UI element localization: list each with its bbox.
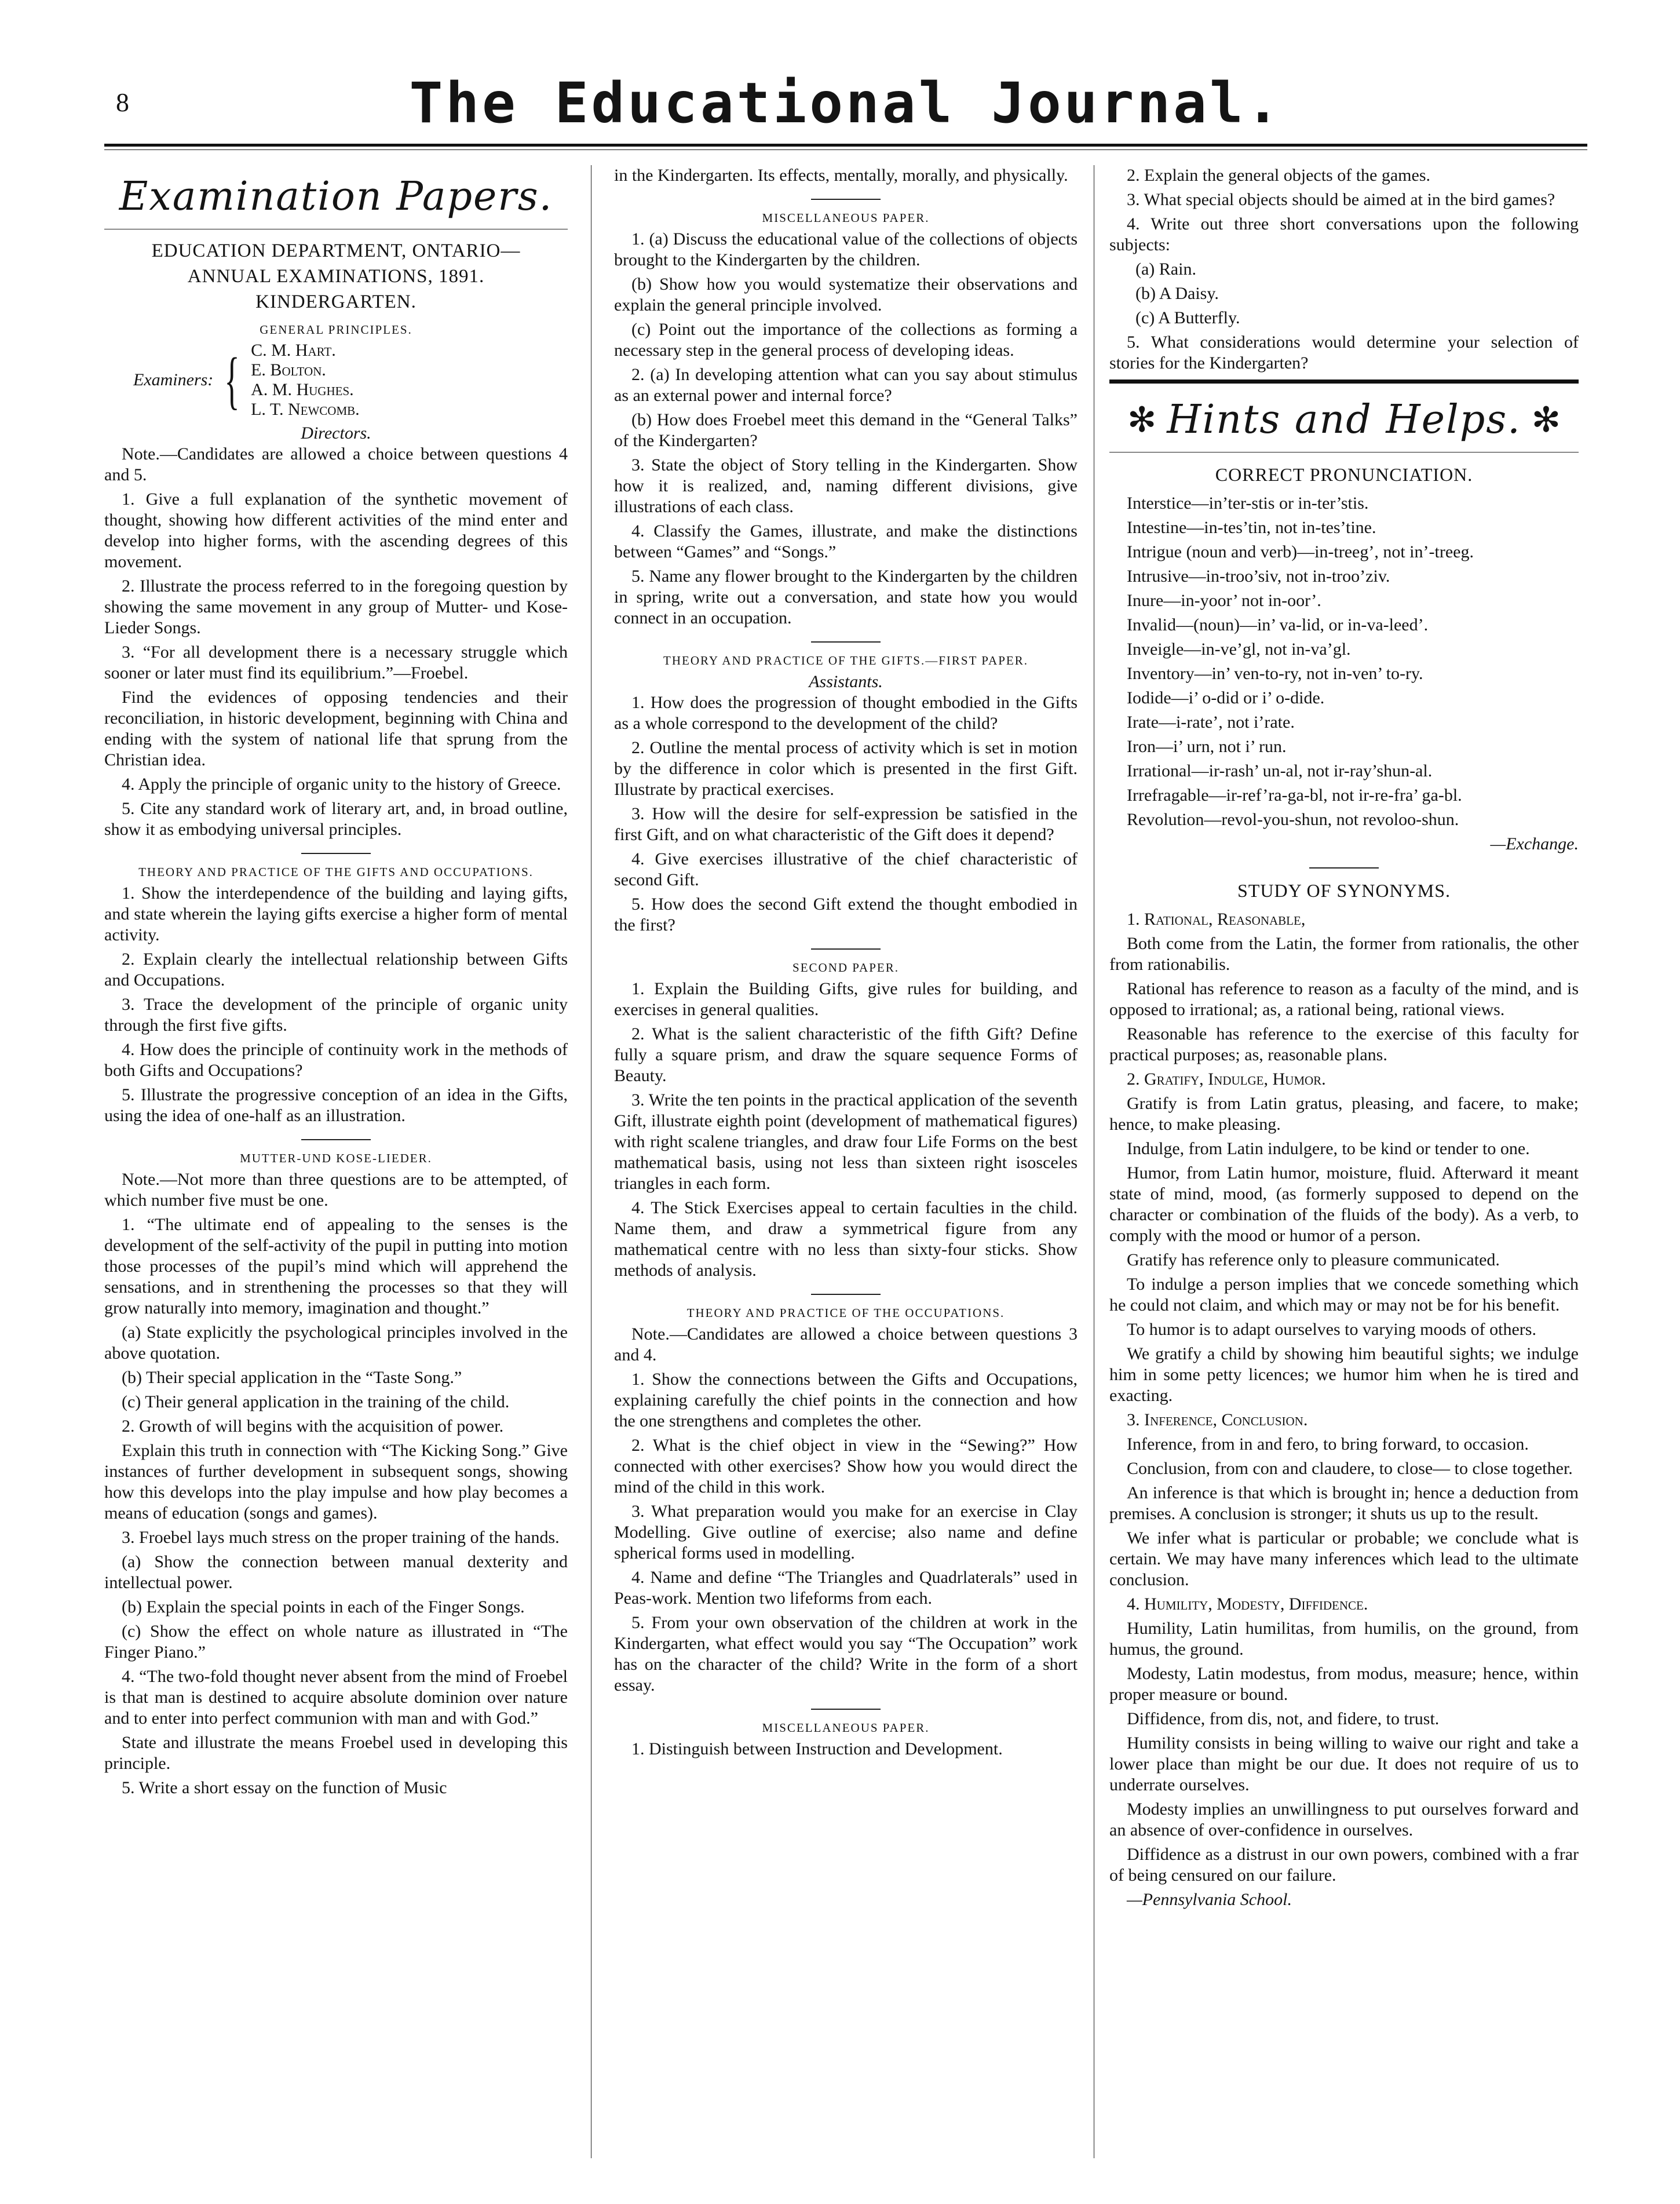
paragraph: Inference, from in and fero, to bring forward, to occasion. bbox=[1127, 1435, 1529, 1454]
synonym-heading: 1. Rational, Reasonable, bbox=[1127, 910, 1306, 929]
question: 5. From your own observation of the children at work in the Kindergarten, what effect would you say “The Occupation” work has on the character of the child? Write in the form of a short essay. bbox=[614, 1613, 1078, 1695]
question-part: State and illustrate the means Froebel used in developing this principle. bbox=[104, 1733, 568, 1773]
subheading: MUTTER-UND KOSE-LIEDER. bbox=[240, 1151, 432, 1165]
question-part: (b) A Daisy. bbox=[1135, 284, 1219, 303]
paragraph: Gratify has reference only to pleasure communicated. bbox=[1127, 1250, 1500, 1269]
divider bbox=[1109, 452, 1579, 453]
list-item: Inure—in-yoor’ not in-oor’. bbox=[1127, 591, 1321, 610]
question: 2. Illustrate the process referred to in the foregoing question by showing the same movement in any group of Mutter- und Kose-Lieder Songs. bbox=[104, 576, 568, 637]
directors-label: Directors. bbox=[301, 424, 371, 443]
question-part: (c) Their general application in the training of the child. bbox=[122, 1392, 510, 1411]
question: 1. Give a full explanation of the synthetic movement of thought, showing how different activities of the mind enter and develop into higher forms, with the ascending degrees of this movement. bbox=[104, 490, 568, 571]
note: Note.—Candidates are allowed a choice between questions 4 and 5. bbox=[104, 444, 568, 484]
pronunciation-list bbox=[1109, 493, 1579, 830]
subheading: SECOND PAPER. bbox=[792, 961, 899, 975]
synonym-heading: 2. Gratify, Indulge, Humor. bbox=[1127, 1070, 1326, 1089]
section-title: Hints and Helps. bbox=[1167, 397, 1521, 443]
paragraph: Gratify is from Latin gratus, pleasing, and facere, to make; hence, to make pleasing. bbox=[1109, 1094, 1579, 1134]
question: 2. (a) In developing attention what can you say about stimulus as an external power and internal force? bbox=[614, 365, 1078, 405]
heading: KINDERGARTEN. bbox=[255, 291, 417, 312]
list-item: Intestine—in-tes’tin, not in-tes’tine. bbox=[1127, 518, 1376, 537]
question: 3. How will the desire for self-expression be satisfied in the first Gift, and on what characteristic of the Gift does it depend? bbox=[614, 804, 1078, 844]
column-3 bbox=[1109, 165, 1579, 2158]
masthead-rule bbox=[104, 144, 1587, 147]
examiner-name: L. T. Newcomb. bbox=[251, 400, 360, 419]
paragraph: Humility, Latin humilitas, from humilis, on the ground, from humus, the ground. bbox=[1109, 1619, 1579, 1659]
question: 4. Classify the Games, illustrate, and make the distinctions between “Games” and “Songs.” bbox=[614, 521, 1078, 561]
list-item: Irate—i-rate’, not i’rate. bbox=[1127, 713, 1295, 732]
question: 2. Growth of will begins with the acquisition of power. bbox=[122, 1417, 504, 1436]
question: 4. The Stick Exercises appeal to certain faculties in the child. Name them, and draw a symmetrical figure from any mathematical centre with no less than sixty-four sticks. Show methods of analysis. bbox=[614, 1198, 1078, 1280]
divider bbox=[301, 853, 371, 854]
question: 5. Cite any standard work of literary art, and, in broad outline, show it as embodying universal principles. bbox=[104, 799, 568, 839]
question: 1. “The ultimate end of appealing to the senses is the development of the self-activity of the pupil in putting into motion those processes of the pupil’s mind which will apprehend the sensations, and in strenthening the processes so that they will grow naturally into memory, imagination and thought.” bbox=[104, 1215, 568, 1318]
question: 2. Explain clearly the intellectual relationship between Gifts and Occupations. bbox=[104, 950, 568, 990]
question: 2. What is the chief object in view in the “Sewing?” How connected with other exercises? Show how you would direct the mind of the child in this work. bbox=[614, 1436, 1078, 1497]
note: Note.—Candidates are allowed a choice between questions 3 and 4. bbox=[614, 1324, 1078, 1364]
page-number: 8 bbox=[116, 87, 129, 117]
examiners-block bbox=[133, 341, 568, 419]
section-rule bbox=[1109, 380, 1579, 384]
divider bbox=[811, 1709, 881, 1710]
paragraph: Rational has reference to reason as a faculty of the mind, and is opposed to irrational; as, a rational being, rational views. bbox=[1109, 979, 1579, 1019]
subheading: THEORY AND PRACTICE OF THE GIFTS AND OCCUPATIONS. bbox=[138, 865, 534, 879]
attribution: —Exchange. bbox=[1490, 834, 1579, 853]
heading: EDUCATION DEPARTMENT, ONTARIO— bbox=[151, 240, 521, 261]
question-part: (c) A Butterfly. bbox=[1135, 308, 1240, 327]
question: 1. Distinguish between Instruction and Development. bbox=[631, 1739, 1003, 1758]
question: 1. Show the interdependence of the building and laying gifts, and state wherein the laying gifts exercise a higher form of mental activity. bbox=[104, 884, 568, 944]
column-1 bbox=[104, 165, 568, 2158]
list-item: Intrigue (noun and verb)—in-treeg’, not in’-treeg. bbox=[1127, 542, 1474, 561]
question: 2. What is the salient characteristic of the fifth Gift? Define fully a square prism, and draw the square sequence Forms of Beauty. bbox=[614, 1024, 1078, 1085]
masthead bbox=[104, 70, 1587, 136]
paragraph: Humor, from Latin humor, moisture, fluid. Afterward it meant state of mind, mood, (as formerly supposed to depend on the character or combination of the fluids of the body). As a verb, to comply with the mood or humor of a person. bbox=[1109, 1163, 1579, 1245]
question: 4. How does the principle of continuity work in the methods of both Gifts and Occupations? bbox=[104, 1040, 568, 1080]
examiner-name: C. M. Hart. bbox=[251, 341, 336, 360]
list-item: Intrusive—in-troo’siv, not in-troo’ziv. bbox=[1127, 567, 1390, 586]
column-2 bbox=[614, 165, 1078, 2158]
question: 5. Write a short essay on the function of Music bbox=[122, 1778, 447, 1797]
assistants-label: Assistants. bbox=[809, 672, 883, 691]
paragraph: An inference is that which is brought in; hence a deduction from premises. A conclusion is stronger; it shuts us up to the result. bbox=[1109, 1483, 1579, 1523]
question: 3. State the object of Story telling in the Kindergarten. Show how it is realized, and, naming different divisions, give illustrations of each class. bbox=[614, 455, 1078, 516]
paragraph: Modesty, Latin modestus, from modus, measure; hence, within proper measure or bound. bbox=[1109, 1664, 1579, 1704]
list-item: Revolution—revol-you-shun, not revoloo-shun. bbox=[1127, 810, 1459, 829]
examiner-names bbox=[251, 341, 360, 419]
question: 5. Illustrate the progressive conception of an idea in the Gifts, using the idea of one-half as an illustration. bbox=[104, 1085, 568, 1125]
list-item: Iron—i’ urn, not i’ run. bbox=[1127, 737, 1287, 756]
subheading: THEORY AND PRACTICE OF THE OCCUPATIONS. bbox=[686, 1306, 1005, 1320]
question: Find the evidences of opposing tendencies and their reconciliation, in historic development, beginning with China and ending with the system of national life that sprung from the Christian idea. bbox=[104, 688, 568, 769]
paragraph: To humor is to adapt ourselves to varying moods of others. bbox=[1127, 1320, 1536, 1339]
question: 1. Show the connections between the Gifts and Occupations, explaining carefully the chief points in the connection and how the one strengthens and completes the other. bbox=[614, 1370, 1078, 1431]
question: 3. What preparation would you make for an exercise in Clay Modelling. Give outline of exercise; also name and define spherical forms used in modelling. bbox=[614, 1502, 1078, 1563]
paragraph: We gratify a child by showing him beautiful sights; we indulge him in some petty licences; we humor him when he is tired and exacting. bbox=[1109, 1344, 1579, 1405]
subheading: GENERAL PRINCIPLES. bbox=[260, 323, 412, 337]
question: 5. How does the second Gift extend the thought embodied in the first? bbox=[614, 895, 1078, 935]
divider bbox=[811, 641, 881, 643]
paragraph: Diffidence as a distrust in our own powers, combined with a frar of being censured on our failure. bbox=[1109, 1845, 1579, 1885]
question: 1. (a) Discuss the educational value of the collections of objects brought to the Kindergarten by the children. bbox=[614, 229, 1078, 269]
question-part: (c) Point out the importance of the collections as forming a necessary step in the general process of developing ideas. bbox=[614, 320, 1078, 360]
journal-title: The Educational Journal. bbox=[409, 71, 1283, 136]
note: Note.—Not more than three questions are to be attempted, of which number five must be one. bbox=[104, 1170, 568, 1210]
question: 4. Write out three short conversations upon the following subjects: bbox=[1109, 214, 1579, 254]
question-part: (b) Show how you would systematize their observations and explain the general principle involved. bbox=[614, 275, 1078, 315]
paragraph: To indulge a person implies that we concede something which he could not claim, and which may or may not be for his benefit. bbox=[1109, 1275, 1579, 1315]
question-part: (a) Rain. bbox=[1135, 260, 1196, 279]
list-item: Interstice—in’ter-stis or in-ter’stis. bbox=[1127, 494, 1369, 513]
paragraph: Both come from the Latin, the former from rationalis, the other from rationabilis. bbox=[1109, 934, 1579, 974]
paragraph: Indulge, from Latin indulgere, to be kind or tender to one. bbox=[1127, 1139, 1530, 1158]
brace: { bbox=[224, 345, 240, 415]
question-part: (b) How does Froebel meet this demand in the “General Talks” of the Kindergarten? bbox=[614, 410, 1078, 450]
question: 4. Name and define “The Triangles and Quadrlaterals” used in Peas-work. Mention two lifeforms from each. bbox=[614, 1568, 1078, 1608]
masthead-rule-thin bbox=[104, 149, 1587, 150]
list-item: Invalid—(noun)—in’ va-lid, or in-va-leed’. bbox=[1127, 615, 1429, 634]
paragraph: Modesty implies an unwillingness to put ourselves forward and an absence of over-confidence in ourselves. bbox=[1109, 1800, 1579, 1840]
list-item: Iodide—i’ o-did or i’ o-dide. bbox=[1127, 688, 1325, 707]
paragraph: Humility consists in being willing to waive our right and take a lower place than might be our due. It does not require of us to underrate ourselves. bbox=[1109, 1734, 1579, 1794]
divider bbox=[811, 948, 881, 950]
attribution: —Pennsylvania School. bbox=[1127, 1890, 1292, 1909]
question: 1. Explain the Building Gifts, give rules for building, and exercises in general qualities. bbox=[614, 979, 1078, 1019]
question: 5. What considerations would determine your selection of stories for the Kindergarten? bbox=[1109, 333, 1579, 373]
divider bbox=[301, 1139, 371, 1140]
paragraph: Diffidence, from dis, not, and fidere, to trust. bbox=[1127, 1709, 1440, 1728]
subheading: THEORY AND PRACTICE OF THE GIFTS.—FIRST PAPER. bbox=[663, 654, 1028, 667]
question-part: Explain this truth in connection with “The Kicking Song.” Give instances of further development in subsequent songs, showing how this develops into the play impulse and how play becomes a means of education (songs and games). bbox=[104, 1441, 568, 1523]
question: 1. How does the progression of thought embodied in the Gifts as a whole correspond to the development of the child? bbox=[614, 693, 1078, 733]
question: 3. Write the ten points in the practical application of the seventh Gift, illustrate eighth point (development of mathematical figures) with right scalene triangles, and draw four Life Forms on the best mathematical basis, using not less than sixteen right isosceles triangles in each form. bbox=[614, 1090, 1078, 1193]
question: 4. Give exercises illustrative of the chief characteristic of second Gift. bbox=[614, 849, 1078, 889]
synonym-heading: 3. Inference, Conclusion. bbox=[1127, 1410, 1308, 1429]
asterisk-ornament-icon: ✻ bbox=[1127, 401, 1157, 439]
subheading: MISCELLANEOUS PAPER. bbox=[762, 1721, 930, 1735]
examiner-name: E. Bolton. bbox=[251, 360, 326, 380]
list-item: Inventory—in’ ven-to-ry, not in-ven’ to-ry. bbox=[1127, 664, 1423, 683]
question: 2. Outline the mental process of activity which is set in motion by the difference in color which is presented in the first Gift. Illustrate by practical exercises. bbox=[614, 738, 1078, 799]
heading: STUDY OF SYNONYMS. bbox=[1237, 880, 1451, 901]
section-title: Examination Papers. bbox=[119, 174, 553, 220]
question: 5. Name any flower brought to the Kindergarten by the children in spring, write out a conversation, and state how you would connect in an occupation. bbox=[614, 567, 1078, 627]
question: 2. Explain the general objects of the games. bbox=[1127, 166, 1430, 185]
list-item: Irrefragable—ir-ref’ra-ga-bl, not ir-re-fra’ ga-bl. bbox=[1127, 786, 1462, 805]
question: 3. Froebel lays much stress on the proper training of the hands. bbox=[122, 1528, 560, 1547]
asterisk-ornament-icon: ✻ bbox=[1531, 401, 1561, 439]
question-part: (b) Explain the special points in each of the Finger Songs. bbox=[122, 1597, 525, 1616]
examiners-label: Examiners: bbox=[133, 370, 214, 389]
list-item: Irrational—ir-rash’ un-al, not ir-ray’shun-al. bbox=[1127, 761, 1433, 780]
question-part: (b) Their special application in the “Taste Song.” bbox=[122, 1368, 462, 1387]
question: 3. “For all development there is a necessary struggle which sooner or later must find its equilibrium.”—Froebel. bbox=[104, 643, 568, 683]
continued-text: in the Kindergarten. Its effects, mentally, morally, and physically. bbox=[614, 166, 1068, 185]
divider bbox=[811, 199, 881, 200]
examiner-name: A. M. Hughes. bbox=[251, 380, 354, 399]
question-part: (a) State explicitly the psychological principles involved in the above quotation. bbox=[104, 1323, 568, 1363]
question: 4. “The two-fold thought never absent from the mind of Froebel is that man is destined to acquire absolute dominion over nature and to enter into perfect communion with man and with God.” bbox=[104, 1667, 568, 1728]
paragraph: We infer what is particular or probable; we conclude what is certain. We may have many inferences which lead to the ultimate conclusion. bbox=[1109, 1528, 1579, 1589]
hints-header bbox=[1109, 394, 1579, 446]
divider bbox=[811, 1294, 881, 1295]
heading: CORRECT PRONUNCIATION. bbox=[1215, 464, 1473, 485]
question: 3. What special objects should be aimed at in the bird games? bbox=[1127, 190, 1555, 209]
paragraph: Reasonable has reference to the exercise of this faculty for practical purposes; as, reasonable plans. bbox=[1109, 1024, 1579, 1064]
list-item: Inveigle—in-ve’gl, not in-va’gl. bbox=[1127, 640, 1351, 659]
synonym-heading: 4. Humility, Modesty, Diffidence. bbox=[1127, 1594, 1368, 1614]
question: 3. Trace the development of the principle of organic unity through the first five gifts. bbox=[104, 995, 568, 1035]
question: 4. Apply the principle of organic unity to the history of Greece. bbox=[122, 775, 561, 794]
paragraph: Conclusion, from con and claudere, to close— to close together. bbox=[1127, 1459, 1573, 1478]
question-part: (a) Show the connection between manual dexterity and intellectual power. bbox=[104, 1552, 568, 1592]
heading: ANNUAL EXAMINATIONS, 1891. bbox=[187, 266, 485, 287]
divider bbox=[1309, 867, 1379, 869]
question-part: (c) Show the effect on whole nature as illustrated in “The Finger Piano.” bbox=[104, 1622, 568, 1662]
subheading: MISCELLANEOUS PAPER. bbox=[762, 211, 930, 225]
